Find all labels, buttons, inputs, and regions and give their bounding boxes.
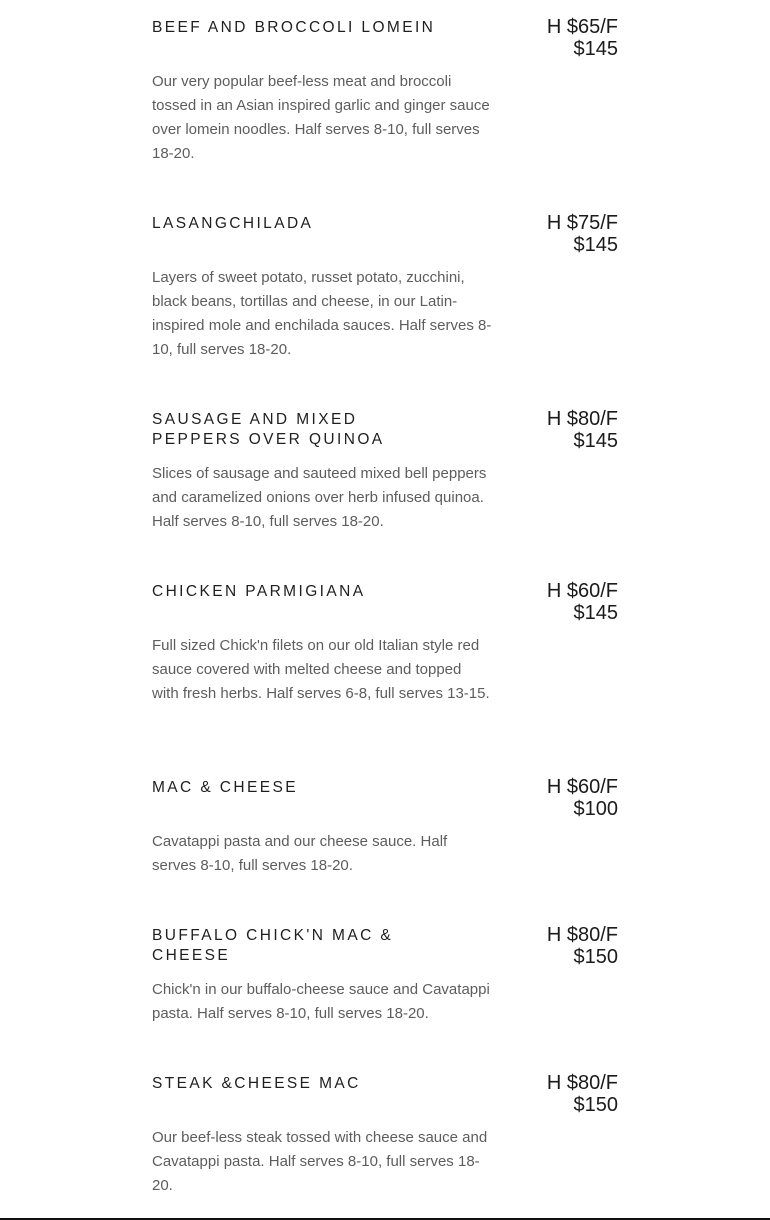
item-price-half: H $80/F — [546, 1072, 618, 1094]
item-price-full: $145 — [573, 602, 618, 624]
item-price — [498, 212, 618, 256]
item-price-half: H $65/F — [546, 16, 618, 38]
item-name: STEAK &CHEESE MAC — [152, 1075, 361, 1092]
item-price-half: H $80/F — [546, 924, 618, 946]
item-description: Chick'n in our buffalo-cheese sauce and Cavatappi pasta. Half serves 8-10, full serves 18-20. — [152, 981, 490, 1022]
item-price-half: H $60/F — [546, 776, 618, 798]
item-price-full: $150 — [573, 946, 618, 968]
item-price — [498, 580, 618, 624]
item-price — [498, 924, 618, 968]
item-description: Cavatappi pasta and our cheese sauce. Half serves 8-10, full serves 18-20. — [152, 833, 448, 874]
item-name: LASANGCHILADA — [152, 215, 314, 232]
item-price-half: H $80/F — [546, 408, 618, 430]
item-name: BUFFALO CHICK'N MAC & CHEESE — [152, 927, 394, 964]
item-name: MAC & CHEESE — [152, 779, 298, 796]
item-description: Full sized Chick'n filets on our old Italian style red sauce covered with melted cheese and topped with fresh herbs. Half serves 6-8, full serves 13-15. — [152, 637, 490, 702]
item-price-half: H $60/F — [546, 580, 618, 602]
item-description: Our beef-less steak tossed with cheese sauce and Cavatappi pasta. Half serves 8-10, full serves 18-20. — [152, 1129, 488, 1194]
item-price — [498, 1072, 618, 1116]
item-price-full: $150 — [573, 1094, 618, 1116]
item-price-full: $145 — [573, 234, 618, 256]
item-name: BEEF AND BROCCOLI LOMEIN — [152, 19, 436, 36]
item-price-full: $100 — [573, 798, 618, 820]
item-price — [498, 408, 618, 452]
item-description: Our very popular beef-less meat and broccoli tossed in an Asian inspired garlic and ginger sauce over lomein noodles. Half serves 8-10, full serves 18-20. — [152, 73, 490, 162]
item-description: Slices of sausage and sauteed mixed bell peppers and caramelized onions over herb infused quinoa. Half serves 8-10, full serves 18-20. — [152, 465, 487, 530]
item-price-half: H $75/F — [546, 212, 618, 234]
item-name: SAUSAGE AND MIXED PEPPERS OVER QUINOA — [152, 411, 385, 448]
item-price — [498, 776, 618, 820]
item-price-full: $145 — [573, 38, 618, 60]
item-description: Layers of sweet potato, russet potato, zucchini, black beans, tortillas and cheese, in our Latin-inspired mole and enchilada sauces. Half serves 8-10, full serves 18-20. — [152, 269, 492, 358]
item-price — [498, 16, 618, 60]
item-name: CHICKEN PARMIGIANA — [152, 583, 366, 600]
item-price-full: $145 — [573, 430, 618, 452]
